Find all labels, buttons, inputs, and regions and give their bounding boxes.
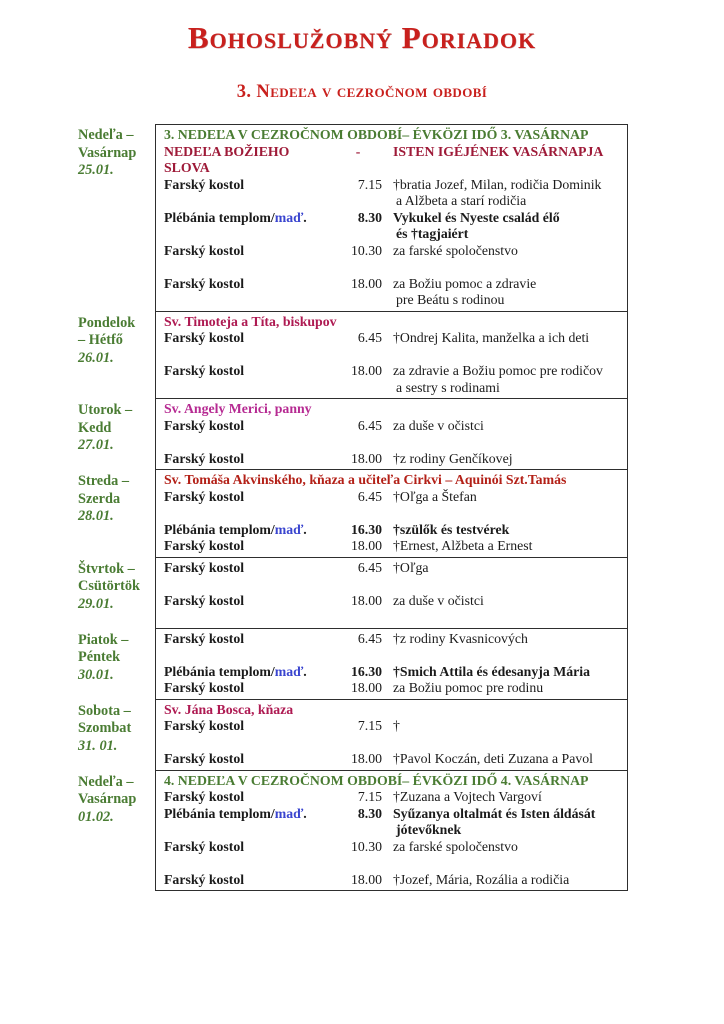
church-name: Farský kostol [164,538,245,553]
intention-line: †Oľga a Štefan [393,488,477,504]
mass-time: 18.00 [350,871,382,887]
mass-row [164,593,621,610]
mass-row [164,560,621,577]
mass-intention [382,751,621,768]
day-label [0,470,155,558]
mass-intention [382,489,621,506]
mass-intention [382,330,621,347]
intention-line: za duše v očistci [393,417,484,433]
mass-intention [382,451,621,468]
mass-time: 18.00 [350,275,382,291]
section-row [0,558,628,629]
mass-time: 8.30 [357,805,382,821]
church-name: Farský kostol [164,330,245,345]
mass-time: 18.00 [350,363,382,378]
mass-row [164,522,621,539]
church-name: Farský kostol [164,559,245,575]
mass-intention [382,680,621,697]
intention-line: za duše v očistci [393,592,484,608]
mass-time: 6.45 [357,488,382,504]
intention-line: † [393,718,400,733]
spacer [164,505,621,522]
mass-time: 16.30 [350,521,382,537]
feast-header: Sv. Jána Bosca, kňaza [164,701,294,717]
feast-header: 4. NEDEĽA V CEZROČNOM OBDOBÍ– ÉVKÖZI IDŐ 4. VASÁRNAP [164,772,589,788]
spacer [164,647,621,664]
spacer [164,259,621,276]
church-name: Plébánia templom/maď. [164,521,307,537]
church-name: Farský kostol [164,176,245,192]
day-label [0,124,155,312]
spacer [164,735,621,752]
mass-row [164,789,621,806]
mass-time: 18.00 [350,592,382,608]
intention-line: pre Beátu s rodinou [396,292,505,307]
day-name: Sobota – [78,702,131,719]
intention-line: †Jozef, Mária, Rozália a rodičia [393,871,570,887]
day-schedule [155,771,628,892]
mass-row [164,718,621,735]
intention-line: za farské spoločenstvo [393,242,518,258]
day-label [0,771,155,892]
intention-line: †z rodiny Kvasnicových [393,630,528,646]
intention-line: za farské spoločenstvo [393,838,518,854]
feast-header: Sv. Timoteja a Títa, biskupov [164,313,337,329]
day-label [0,629,155,700]
page-subtitle: 3. Nedeľa v cezročnom období [236,82,488,102]
language-label: maď [274,663,304,679]
mass-time: 18.00 [350,538,382,553]
intention-line: a sestry s rodinami [396,379,500,395]
mass-time: 8.30 [357,209,382,225]
mass-intention [382,363,621,396]
feast-header-divider: - [355,143,361,159]
day-schedule [155,629,628,700]
intention-line: †Smich Attila és édesanyja Mária [393,663,590,679]
mass-row [164,363,621,396]
mass-row [164,418,621,435]
mass-row [164,489,621,506]
intention-line: †Oľga [393,559,429,575]
section-row [0,312,628,400]
day-date: 26.01. [78,349,114,366]
mass-time: 18.00 [350,680,382,695]
mass-intention [382,664,621,681]
day-name: Pondelok [78,314,136,331]
church-name: Farský kostol [164,275,245,291]
mass-row [164,664,621,681]
day-date: 29.01. [78,595,114,612]
mass-row [164,839,621,856]
section-row [0,771,628,892]
mass-row [164,451,621,468]
intention-line: †Ondrej Kalita, manželka a ich deti [393,330,590,345]
church-name: Farský kostol [164,630,245,646]
day-name: Utorok – [78,402,133,418]
mass-row [164,177,621,210]
mass-time: 6.45 [357,417,382,433]
day-name: Nedeľa – [78,773,134,790]
day-name: Piatok – [78,631,129,648]
day-name: Štvrtok – [78,560,135,577]
mass-intention [382,243,621,260]
language-label: maď [274,521,304,537]
mass-time: 16.30 [350,663,382,679]
day-date: 27.01. [78,437,114,453]
intention-line: †szülők és testvérek [393,521,510,537]
church-name: Plébánia templom/maď. [164,209,307,225]
intention-line: za Božiu pomoc pre rodinu [393,680,544,695]
mass-intention [382,522,621,539]
day-name: Péntek [78,649,121,665]
church-name: Farský kostol [164,450,245,466]
day-name: – Hétfő [78,332,123,348]
day-name: Szerda [78,490,121,507]
day-name: Vasárnap [78,791,137,807]
mass-intention [382,593,621,610]
church-name: Farský kostol [164,838,245,854]
language-label: maď [274,805,304,821]
feast-header-right: ISTEN IGÉJÉNEK VASÁRNAPJA [393,143,604,159]
intention-line: és †tagjaiért [396,226,469,241]
schedule-table [0,124,628,891]
day-name: Streda – [78,473,129,489]
church-name: Farský kostol [164,751,245,766]
mass-intention [382,718,621,735]
mass-time: 7.15 [357,176,382,192]
day-label [0,312,155,400]
day-name: Szombat [78,720,132,736]
intention-line: za zdravie a Božiu pomoc pre rodičov [393,363,603,378]
mass-intention [382,276,621,309]
spacer [164,434,621,451]
intention-line: †Ernest, Alžbeta a Ernest [393,538,533,553]
day-date: 30.01. [78,666,114,683]
church-name: Farský kostol [164,242,245,258]
mass-time: 18.00 [350,450,382,466]
feast-header [164,144,621,177]
intention-line: †bratia Jozef, Milan, rodičia Dominik [393,176,602,192]
church-name: Farský kostol [164,488,245,504]
section-row [0,399,628,470]
mass-intention [382,839,621,856]
day-label [0,558,155,629]
day-name: Kedd [78,419,112,436]
day-schedule [155,470,628,558]
section-row [0,629,628,700]
section-row [0,470,628,558]
mass-row [164,276,621,309]
intention-line: a Alžbeta a starí rodičia [396,193,527,208]
mass-intention [382,789,621,806]
mass-row [164,806,621,839]
mass-time: 7.15 [357,718,382,733]
day-schedule [155,124,628,312]
church-name: Farský kostol [164,363,245,378]
mass-intention [382,538,621,555]
church-name: Farský kostol [164,789,245,804]
day-name: Nedeľa – [78,127,134,143]
mass-time: 18.00 [350,751,382,766]
day-label [0,399,155,470]
day-date: 01.02. [78,808,114,825]
day-date: 31. 01. [78,737,118,754]
spacer [164,347,621,364]
mass-time: 6.45 [357,559,382,575]
mass-intention [382,560,621,577]
day-label [0,700,155,771]
section-row [0,700,628,771]
feast-header-left: NEDEĽA BOŽIEHO SLOVA [164,143,290,175]
mass-row [164,210,621,243]
day-schedule [155,700,628,771]
mass-intention [382,806,621,839]
mass-time: 6.45 [357,330,382,345]
mass-row [164,330,621,347]
mass-intention [382,418,621,435]
day-schedule [155,399,628,470]
mass-intention [382,210,621,243]
day-name: Vasárnap [78,144,137,161]
day-schedule [155,558,628,629]
day-date: 28.01. [78,508,114,524]
intention-line: †z rodiny Genčíkovej [393,450,513,466]
intention-line: †Pavol Koczán, deti Zuzana a Pavol [393,751,593,766]
mass-time: 6.45 [357,630,382,646]
day-schedule [155,312,628,400]
intention-line: jótevőknek [396,822,462,837]
spacer [164,609,621,626]
day-date: 25.01. [78,162,114,178]
intention-line: za Božiu pomoc a zdravie [393,275,537,291]
feast-header: 3. NEDEĽA V CEZROČNOM OBDOBÍ– ÉVKÖZI IDŐ 3. VASÁRNAP [164,127,589,142]
feast-header: Sv. Angely Merici, panny [164,401,312,416]
intention-line: Vykukel és Nyeste család élő [393,209,560,225]
mass-time: 10.30 [350,838,382,854]
church-name: Plébánia templom/maď. [164,663,307,679]
section-row [0,124,628,312]
feast-header: Sv. Tomáša Akvinského, kňaza a učiteľa Cirkvi – Aquinói Szt.Tamás [164,472,567,487]
church-name: Farský kostol [164,718,245,733]
church-name: Farský kostol [164,417,245,433]
intention-line: †Zuzana a Vojtech Vargoví [393,789,542,804]
mass-row [164,751,621,768]
page-title: Bohoslužobný Poriadok [187,20,537,55]
spacer [164,855,621,872]
mass-row [164,680,621,697]
day-name: Csütörtök [78,578,140,594]
mass-time: 7.15 [357,789,382,804]
mass-time: 10.30 [350,242,382,258]
church-name: Farský kostol [164,592,245,608]
mass-row [164,243,621,260]
mass-row [164,872,621,889]
spacer [164,576,621,593]
language-label: maď [274,209,304,225]
church-name: Farský kostol [164,680,245,695]
mass-intention [382,631,621,648]
church-name: Farský kostol [164,871,245,887]
mass-row [164,631,621,648]
mass-intention [382,872,621,889]
mass-intention [382,177,621,210]
church-name: Plébánia templom/maď. [164,805,307,821]
mass-row [164,538,621,555]
intention-line: Syűzanya oltalmát és Isten áldását [393,805,596,821]
